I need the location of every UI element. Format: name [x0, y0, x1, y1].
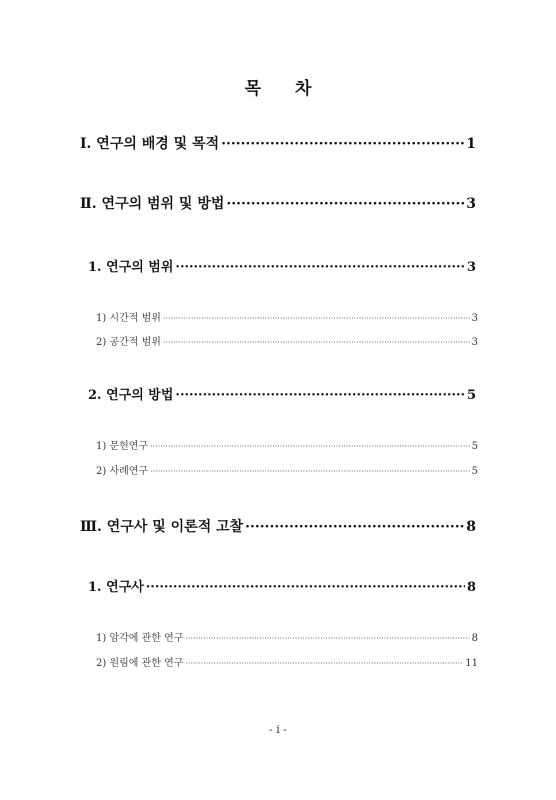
toc-entry-section-2-2-1[interactable]: [96, 437, 478, 452]
toc-label: 1) 암각에 관한 연구: [96, 633, 184, 644]
page-footer-number: - i -: [269, 723, 287, 736]
dot-leader: [163, 314, 470, 323]
dot-leader: [175, 260, 465, 275]
toc-entry-section-2-2[interactable]: [88, 384, 476, 403]
toc-page-number: 8: [466, 580, 476, 595]
dot-leader: [185, 659, 463, 668]
toc-label: Ⅱ. 연구의 범위 및 방법: [80, 196, 225, 212]
toc-entry-section-2-1-1[interactable]: [96, 309, 478, 324]
dot-leader: [175, 388, 465, 403]
toc-page-number: 8: [471, 633, 478, 644]
toc-label: 1. 연구사: [88, 580, 144, 595]
toc-label: Ⅰ. 연구의 배경 및 목적: [80, 136, 220, 152]
dot-leader: [150, 442, 470, 451]
dot-leader: [226, 196, 464, 212]
toc-label: 1) 시간적 범위: [96, 313, 161, 324]
toc-entry-section-1[interactable]: [80, 133, 476, 153]
toc-label: Ⅲ. 연구사 및 이론적 고찰: [80, 519, 244, 535]
toc-page-number: 11: [465, 658, 478, 669]
toc-label: 1. 연구의 범위: [88, 260, 174, 275]
toc-label: 1) 문헌연구: [96, 441, 149, 452]
toc-page-number: 3: [471, 313, 478, 324]
toc-page-number: 5: [471, 441, 478, 452]
toc-page-number: 8: [466, 519, 476, 535]
toc-title-right: 차: [295, 79, 312, 99]
toc-entry-section-2[interactable]: [80, 193, 476, 213]
toc-page-number: 3: [466, 196, 476, 212]
toc-entry-section-3-1-1[interactable]: [96, 629, 478, 644]
toc-title-left: 목: [244, 79, 261, 99]
toc-entry-section-2-1[interactable]: [88, 256, 476, 275]
dot-leader: [221, 136, 464, 152]
toc-label: 2. 연구의 방법: [88, 388, 174, 403]
toc-entry-section-3[interactable]: [80, 516, 476, 536]
toc-title: [0, 74, 556, 99]
toc-entry-section-2-1-2[interactable]: [96, 333, 478, 348]
dot-leader: [245, 519, 464, 535]
toc-page-number: 5: [466, 388, 476, 403]
dot-leader: [185, 634, 469, 643]
dot-leader: [163, 338, 470, 347]
toc-page-number: 3: [466, 260, 476, 275]
toc-entry-section-3-1-2[interactable]: [96, 654, 478, 669]
toc-page-number: 5: [471, 466, 478, 477]
toc-label: 2) 공간적 범위: [96, 337, 161, 348]
dot-leader: [150, 467, 470, 476]
dot-leader: [146, 580, 465, 595]
toc-entry-section-3-1[interactable]: [88, 576, 476, 595]
toc-page-number: 3: [471, 337, 478, 348]
toc-page-number: 1: [466, 136, 476, 152]
toc-label: 2) 사례연구: [96, 466, 149, 477]
toc-label: 2) 원림에 관한 연구: [96, 658, 184, 669]
toc-entry-section-2-2-2[interactable]: [96, 462, 478, 477]
